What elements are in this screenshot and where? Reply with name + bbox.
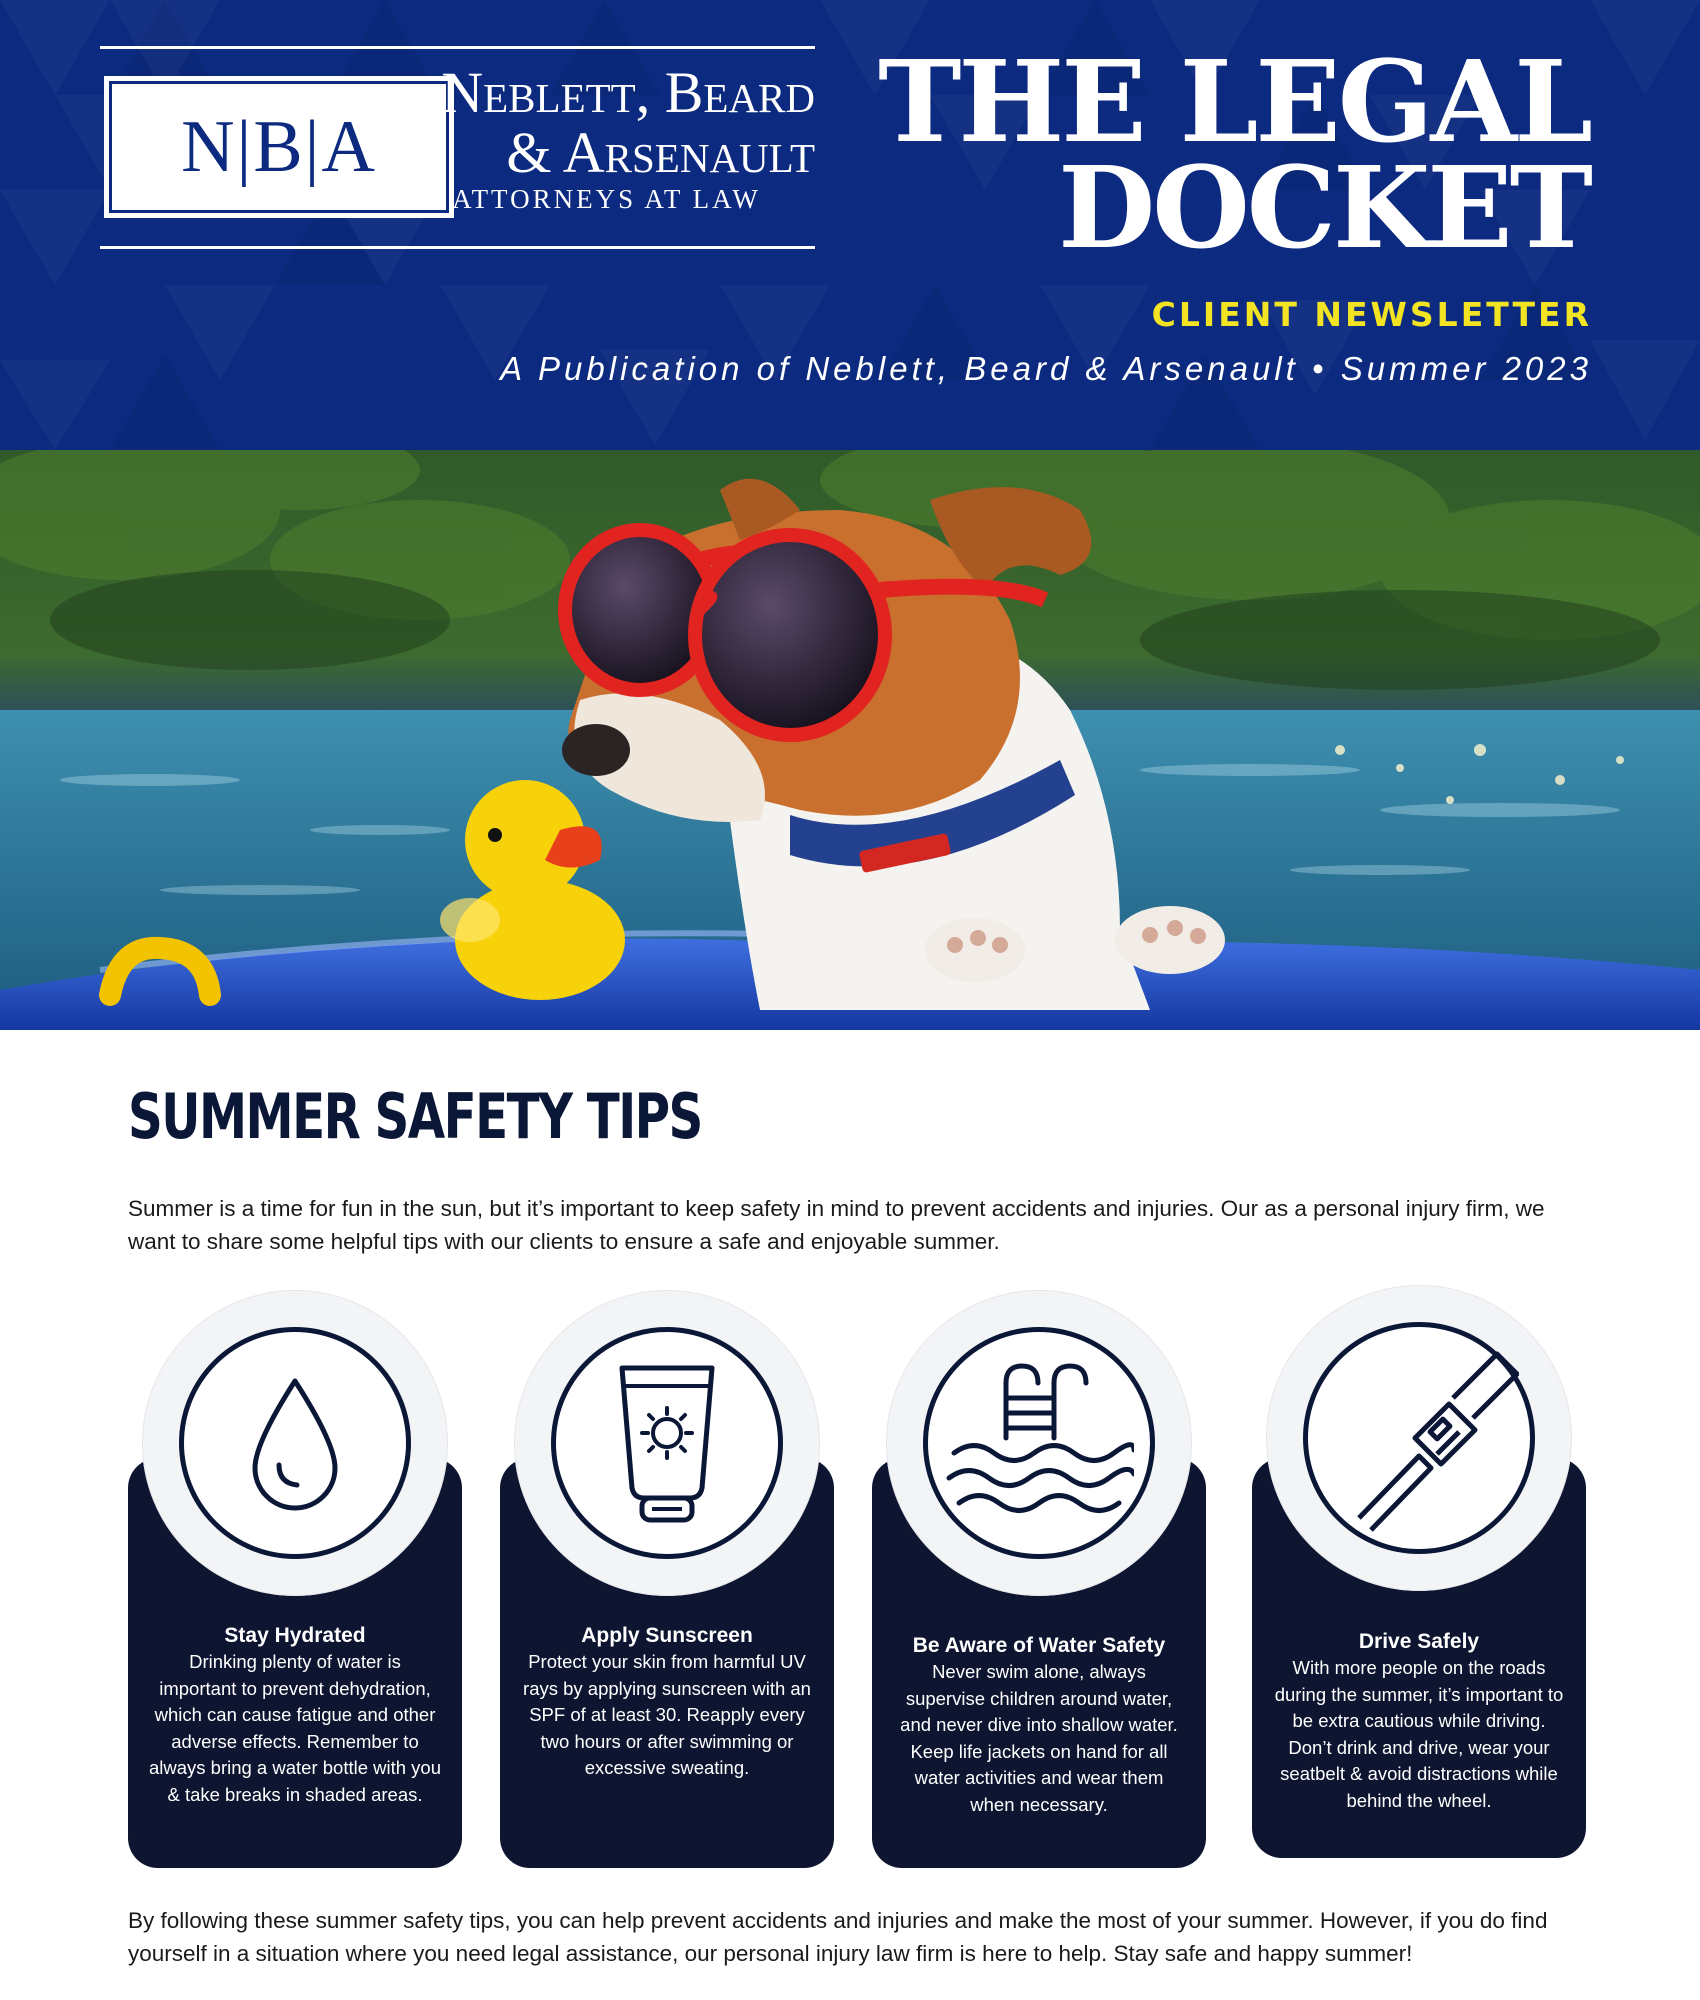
tip-title: Be Aware of Water Safety	[912, 1634, 1166, 1657]
publication-line: A Publication of Neblett, Beard & Arsenault • Summer 2023	[500, 350, 1592, 387]
tip-title: Apply Sunscreen	[581, 1624, 753, 1647]
tip-card-drive-safely	[1252, 1290, 1586, 1880]
tips-grid	[0, 1290, 1700, 1890]
firm-name	[368, 60, 815, 214]
masthead-title	[878, 37, 1590, 274]
tip-body: With more people on the roads during the summer, it’s important to be extra cautious while driving. Don’t drink and drive, wear your seatbelt & avoid distractions while behind the wheel.	[1274, 1657, 1564, 1811]
firm-name-line1: Neblett, Beard	[441, 60, 815, 125]
tip-title: Stay Hydrated	[224, 1624, 366, 1647]
firm-logo	[100, 46, 815, 252]
newsletter-header	[0, 0, 1700, 450]
sunscreen-icon	[551, 1327, 783, 1559]
seatbelt-icon	[1303, 1322, 1535, 1554]
tip-text	[892, 1632, 1186, 1818]
dog-sunglasses-illustration	[0, 450, 1700, 1030]
tip-card-hydrated	[128, 1290, 462, 1880]
logo-initials: N|B|A	[181, 105, 377, 188]
water-drop-icon	[179, 1327, 411, 1559]
tip-card-sunscreen	[500, 1290, 834, 1880]
tip-card-water-safety	[872, 1290, 1206, 1880]
logo-bottom-rule	[100, 246, 815, 249]
article-title: SUMMER SAFETY TIPS	[128, 1080, 702, 1153]
tip-body: Protect your skin from harmful UV rays by applying sunscreen with an SPF of at least 30. Reapply every two hours or after swimming or excessive sweating.	[523, 1651, 811, 1778]
newsletter-label: CLIENT NEWSLETTER	[1151, 295, 1592, 334]
pool-ladder-icon	[923, 1327, 1155, 1559]
logo-top-rule	[100, 46, 815, 49]
firm-tagline: ATTORNEYS AT LAW	[452, 184, 761, 214]
tip-title: Drive Safely	[1358, 1630, 1480, 1653]
masthead-line1: THE LEGAL	[878, 37, 1590, 168]
firm-name-line2: & Arsenault	[506, 120, 815, 185]
tip-text	[520, 1622, 814, 1782]
article-closing: By following these summer safety tips, you can help prevent accidents and injuries and make the most of your summer. However, if you do find yourself in a situation where you need legal assistance, our personal injury law firm is here to help. Stay safe and happy summer!	[128, 1908, 1548, 1966]
masthead-line2: DOCKET	[1058, 143, 1590, 274]
tip-text	[148, 1622, 442, 1808]
tip-text	[1272, 1628, 1566, 1814]
article-intro: Summer is a time for fun in the sun, but it’s important to keep safety in mind to prevent accidents and injuries. Our as a personal injury firm, we want to share some helpful tips with our clients to ensure a safe and enjoyable summer.	[128, 1196, 1545, 1254]
hero-image	[0, 450, 1700, 1030]
tip-body: Drinking plenty of water is important to prevent dehydration, which can cause fatigue and other adverse effects. Remember to always bring a water bottle with you & take breaks in shaded areas.	[148, 1651, 442, 1805]
tip-body: Never swim alone, always supervise children around water, and never dive into shallow water. Keep life jackets on hand for all water activities and wear them when necessary.	[900, 1661, 1178, 1815]
